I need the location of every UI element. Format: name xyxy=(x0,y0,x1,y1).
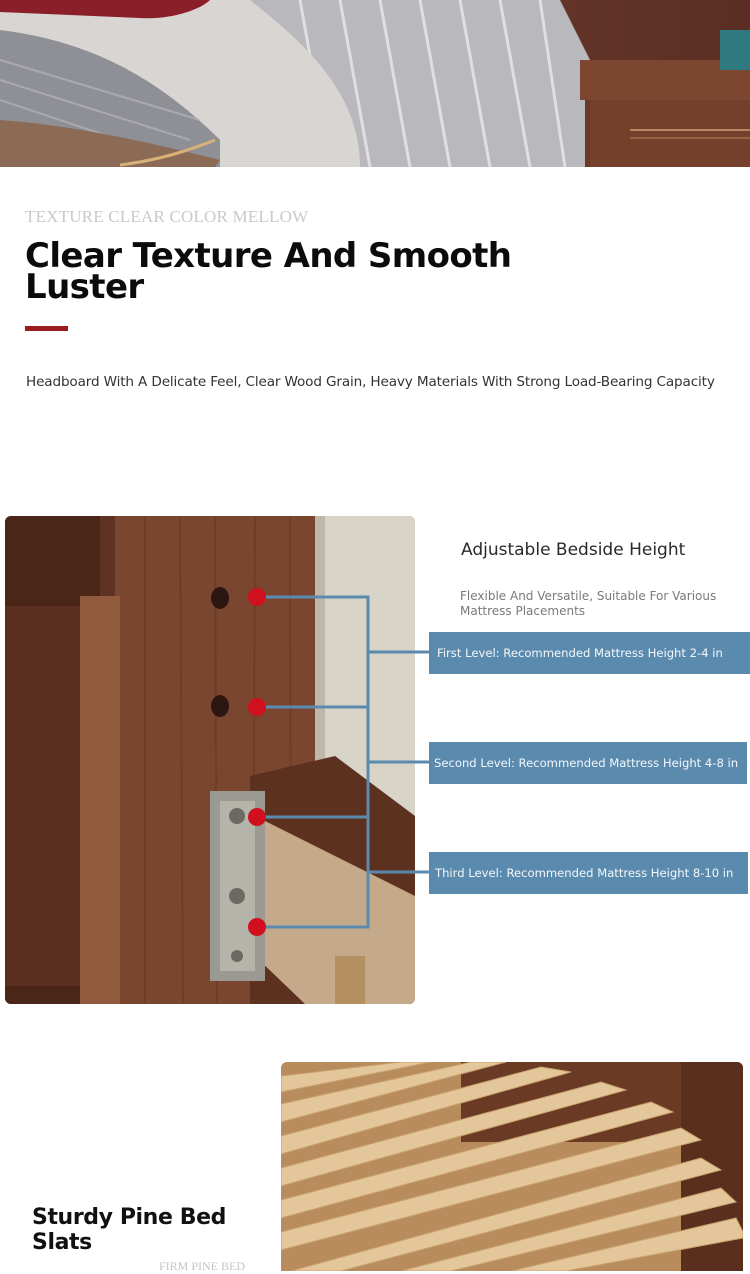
feature-subtitle: Flexible And Versatile, Suitable For Various Mattress Placements xyxy=(460,589,717,618)
pine-slats-image xyxy=(281,1062,743,1271)
marker-dot xyxy=(248,588,266,606)
slats-kicker: FIRM PINE BED xyxy=(159,1259,246,1273)
level-label-second: Second Level: Recommended Mattress Height 4-8 in xyxy=(429,742,747,784)
level-label-third: Third Level: Recommended Mattress Height 8-10 in xyxy=(429,852,748,894)
section-title: Clear Texture And Smooth Luster xyxy=(25,236,512,307)
section-kicker: TEXTURE CLEAR COLOR MELLOW xyxy=(25,207,309,226)
section-description: Headboard With A Delicate Feel, Clear Wood Grain, Heavy Materials With Strong Load-Bearing Capacity xyxy=(26,374,715,390)
level-label-first: First Level: Recommended Mattress Height 2-4 in xyxy=(429,632,750,674)
marker-dot xyxy=(248,808,266,826)
marker-dot xyxy=(248,918,266,936)
slats-title: Sturdy Pine Bed Slats xyxy=(32,1205,226,1255)
marker-dot xyxy=(248,698,266,716)
feature-title: Adjustable Bedside Height xyxy=(461,540,686,560)
